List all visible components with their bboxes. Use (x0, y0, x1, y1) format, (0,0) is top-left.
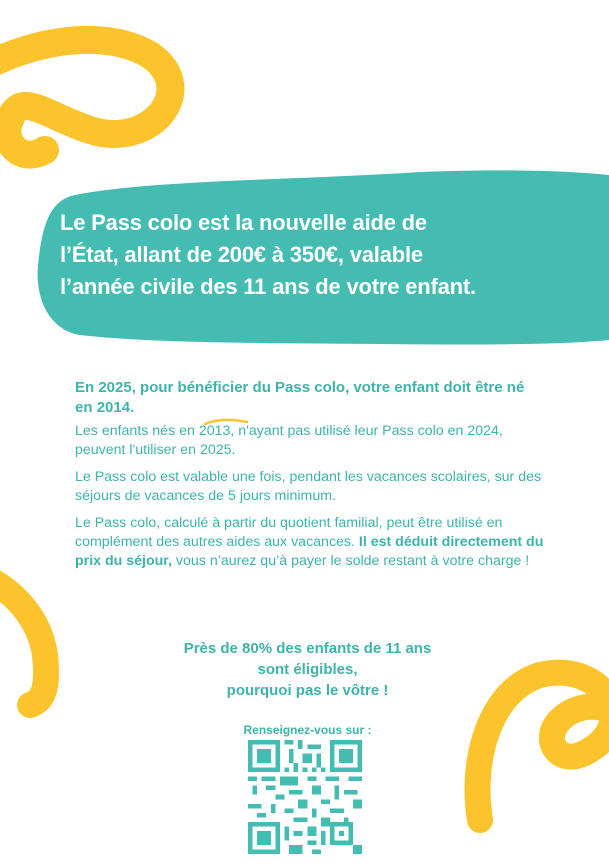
calc-text-start: Le Pass colo, calculé à partir du quotient familial, peut être utilisé en complément des autres aides aux vacances. (75, 515, 503, 550)
headline-line-2: l’État, allant de 200€ à 350€, valable (60, 242, 423, 267)
headline-line-3: l’année civile des 11 ans de votre enfant. (60, 274, 476, 299)
info-label: Renseignez-vous sur : (243, 723, 372, 737)
calc-text-end: vous n’aurez qu’à payer le solde restant à votre charge ! (171, 553, 530, 569)
paragraph-2013-children: Les enfants nés en 2013, n'ayant pas utilisé leur Pass colo en 2024, peuvent l'utiliser en 2025. (75, 423, 503, 458)
birth-year: 2014 (96, 399, 131, 416)
eligibility-lead (75, 378, 545, 418)
lead-text: En 2025, pour bénéficier du Pass colo, votre enfant doit être né en (75, 379, 525, 416)
headline (60, 207, 580, 303)
paragraph-calculation (75, 514, 545, 571)
eligibility-callout (150, 638, 465, 701)
year-underline-swash (202, 418, 262, 426)
body-text (75, 378, 545, 579)
callout-line-2: sont éligibles, (257, 661, 358, 678)
callout-line-1: Près de 80% des enfants de 11 ans (183, 640, 432, 657)
paragraph-validity: Le Pass colo est valable une fois, pendant les vacances scolaires, sur des séjours de vacances de 5 jours minimum. (75, 469, 542, 504)
lead-end: . (130, 399, 135, 416)
calc-text-bold: Il est déduit directement du prix du séjour, (75, 534, 544, 569)
headline-line-1: Le Pass colo est la nouvelle aide de (60, 210, 427, 235)
callout-line-3: pourquoi pas le vôtre ! (226, 682, 389, 699)
qr-code-icon[interactable] (248, 740, 362, 854)
